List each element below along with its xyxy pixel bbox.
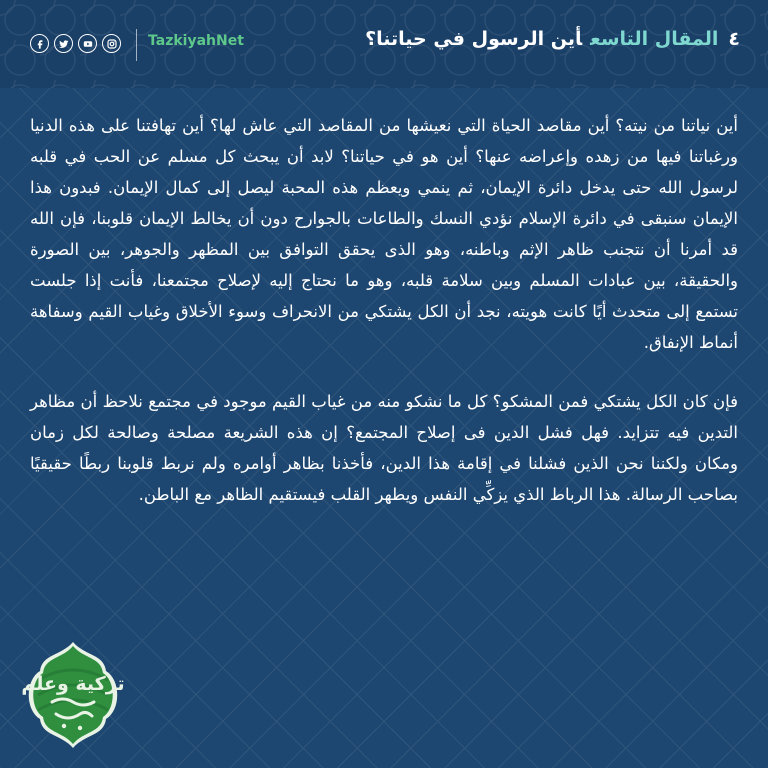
- article-body: [30, 110, 738, 510]
- logo-text-top: تزكية وعلم: [21, 673, 125, 695]
- article-number: ٤: [728, 28, 740, 50]
- header-bar: [0, 0, 768, 88]
- article-title: [365, 28, 740, 50]
- header-divider: [136, 29, 137, 61]
- youtube-icon[interactable]: [78, 34, 97, 53]
- instagram-icon[interactable]: [102, 34, 121, 53]
- paragraph-1: أين نياتنا من نيته؟ أين مقاصد الحياة التي نعيشها من المقاصد التي عاش لها؟ أين تهافتنا على هذه الدنيا ورغباتنا فيها من زهده وإعراضه عنها؟ أين هو في حياتنا؟ لابد أن يبحث كل مسلم عن الحب في قلبه لرسول الله حتى يدخل دائرة الإيمان، ثم ينمي ويعظم هذه المحبة ليصل إلى كمال الإيمان. فبدون هذا الإيمان سنبقى في دائرة الإسلام نؤدي النسك والطاعات بالجوارح دون أن يخالط الإيمان قلوبنا، فإن الله قد أمرنا أن نتجنب ظاهر الإثم وباطنه، وهو الذى يحقق التوافق بين المظهر والجوهر، بين الصورة والحقيقة، بين عبادات المسلم وبين سلامة قلبه، وهو ما نحتاج إليه لإصلاح مجتمعنا، فأنت إذا جلست تستمع إلى متحدث أيًا كانت هويته، نجد أن الكل يشتكي من الانحراف وسوء الأخلاق وغياب القيم وسفاهة أنماط الإنفاق.: [30, 116, 738, 352]
- title-text: أين الرسول في حياتنا؟: [365, 28, 583, 50]
- facebook-icon[interactable]: [30, 34, 49, 53]
- tazkiyah-logo-icon: [18, 640, 128, 750]
- social-icons: [30, 34, 121, 53]
- paragraph-2: فإن كان الكل يشتكي فمن المشكو؟ كل ما نشكو منه من غياب القيم موجود في مجتمع نلاحظ أن مظاهر التدين فيه تتزايد. فهل فشل الدين فى إصلاح المجتمع؟ إن هذه الشريعة مصلحة وصالحة لكل زمان ومكان ولكننا نحن الذين فشلنا في إقامة هذا الدين، فأخذنا بظاهر أوامره ولم نربط قلوبنا ربطًا حقيقيًا بصاحب الرسالة. هذا الرباط الذي يزكِّي النفس ويطهر القلب فيستقيم الظاهر مع الباطن.: [30, 392, 738, 504]
- series-label: المقال التاسع: [590, 28, 719, 50]
- brand-name[interactable]: TazkiyahNet: [148, 33, 244, 49]
- twitter-icon[interactable]: [54, 34, 73, 53]
